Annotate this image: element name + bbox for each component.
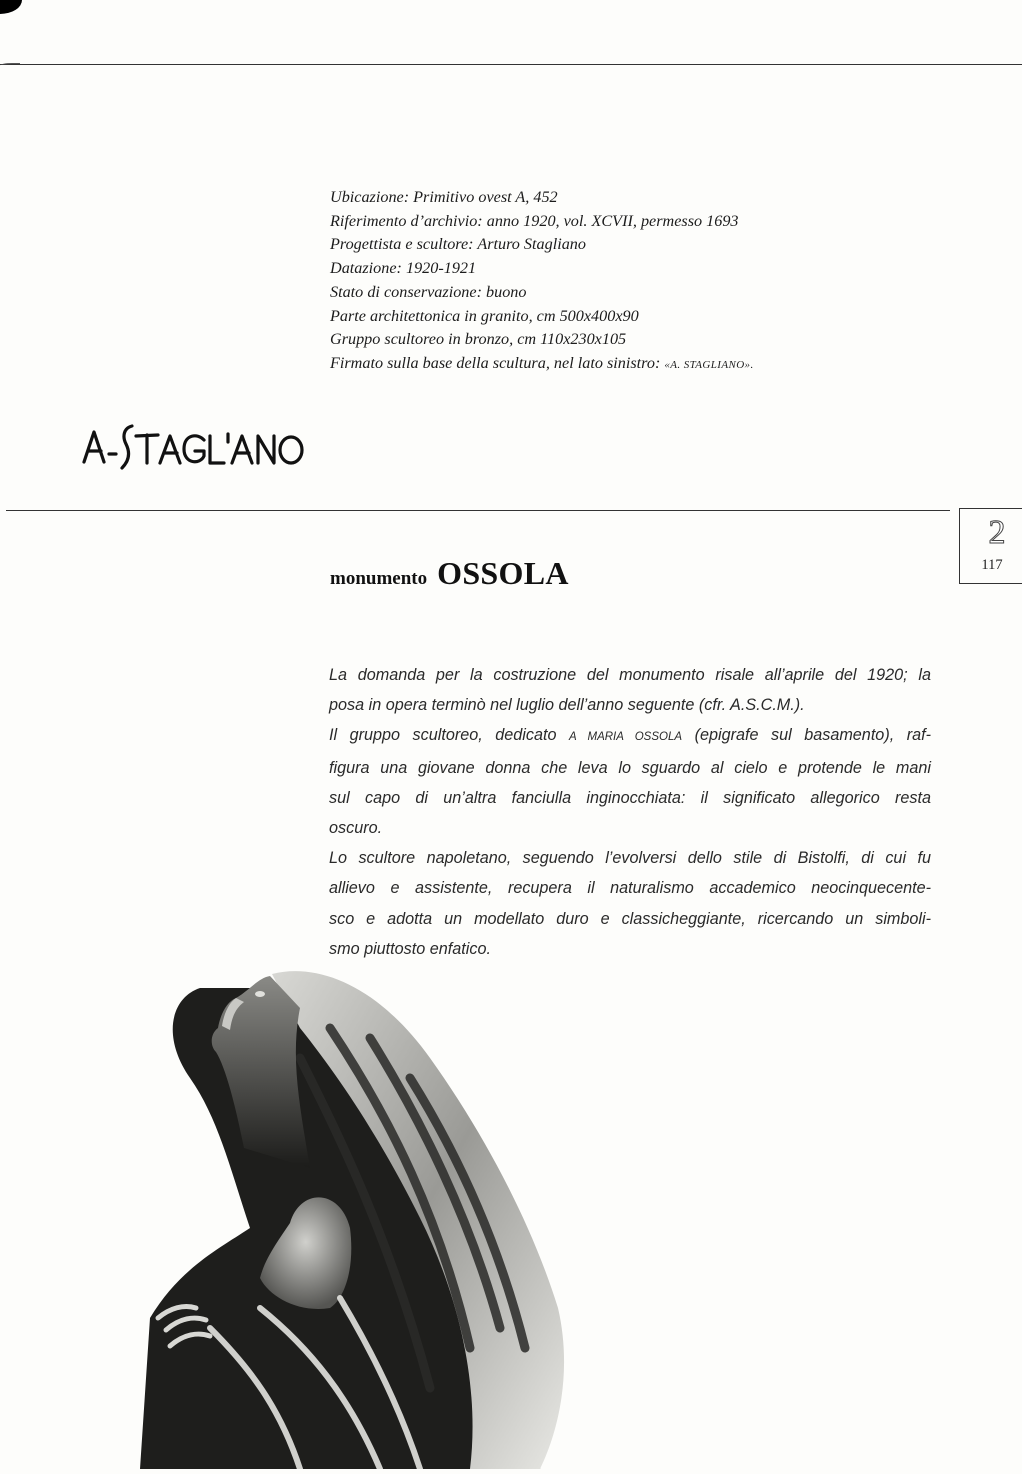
spec-location: Ubicazione: Primitivo ovest A, 452 <box>330 188 558 206</box>
spec-signature <box>330 352 754 378</box>
body-line: oscuro. <box>329 819 383 838</box>
spec-architecture-material: Parte architettonica in granito, cm 500x400x90 <box>330 306 639 325</box>
description-text <box>329 660 931 964</box>
spec-archive-reference: Riferimento d’archivio: anno 1920, vol. XCVII, permesso 1693 <box>330 211 739 230</box>
handwritten-signature-icon <box>80 422 340 472</box>
page-indicator <box>959 508 1022 584</box>
body-line: sco e adotta un modellato duro e classicheggiante, ricercando un simboli- <box>329 909 931 928</box>
body-line: sul capo di un’altra fanciulla inginocchiata: il significato allegorico resta <box>329 788 931 807</box>
spec-signature-quote: «A. STAGLIANO». <box>664 358 754 371</box>
epigraph-name: A MARIA OSSOLA <box>569 731 683 744</box>
body-line: figura una giovane donna che leva lo sguardo al cielo e protende le mani <box>329 758 931 777</box>
signature-facsimile <box>80 422 340 477</box>
body-fragment: Il gruppo scultoreo, dedicato <box>329 726 557 745</box>
body-line: allievo e assistente, recupera il naturalismo accademico neocinquecente- <box>329 879 931 898</box>
body-line <box>329 720 931 752</box>
section-number: 2 <box>988 514 1006 551</box>
page-corner-shadow <box>0 0 22 14</box>
top-rule <box>0 64 1022 65</box>
title-prefix: monumento <box>330 568 428 589</box>
title-name: OSSOLA <box>437 555 569 591</box>
spec-condition: Stato di conservazione: buono <box>330 282 527 301</box>
body-line: La domanda per la costruzione del monumento risale all’aprile del 1920; la <box>329 666 931 684</box>
body-line: posa in opera terminò nel luglio dell’anno seguente (cfr. A.S.C.M.). <box>329 696 805 715</box>
spec-sculpture-material: Gruppo scultoreo in bronzo, cm 110x230x105 <box>330 330 627 349</box>
monument-specs <box>330 186 754 378</box>
sculpture-image-icon <box>140 968 580 1469</box>
spec-designer-sculptor: Progettista e scultore: Arturo Stagliano <box>330 235 586 254</box>
monument-title <box>330 555 569 592</box>
spec-dating: Datazione: 1920-1921 <box>330 259 477 278</box>
spec-signature-prefix: Firmato sulla base della scultura, nel lato sinistro: <box>330 353 665 372</box>
section-rule <box>6 510 950 511</box>
page-number: 117 <box>981 557 1003 573</box>
sculpture-photo <box>140 968 580 1469</box>
body-line: smo piuttosto enfatico. <box>329 939 491 958</box>
body-fragment: (epigrafe sul basamento), raf- <box>694 726 932 745</box>
body-line: Lo scultore napoletano, seguendo l’evolversi dello stile di Bistolfi, di cui fu <box>329 849 931 868</box>
